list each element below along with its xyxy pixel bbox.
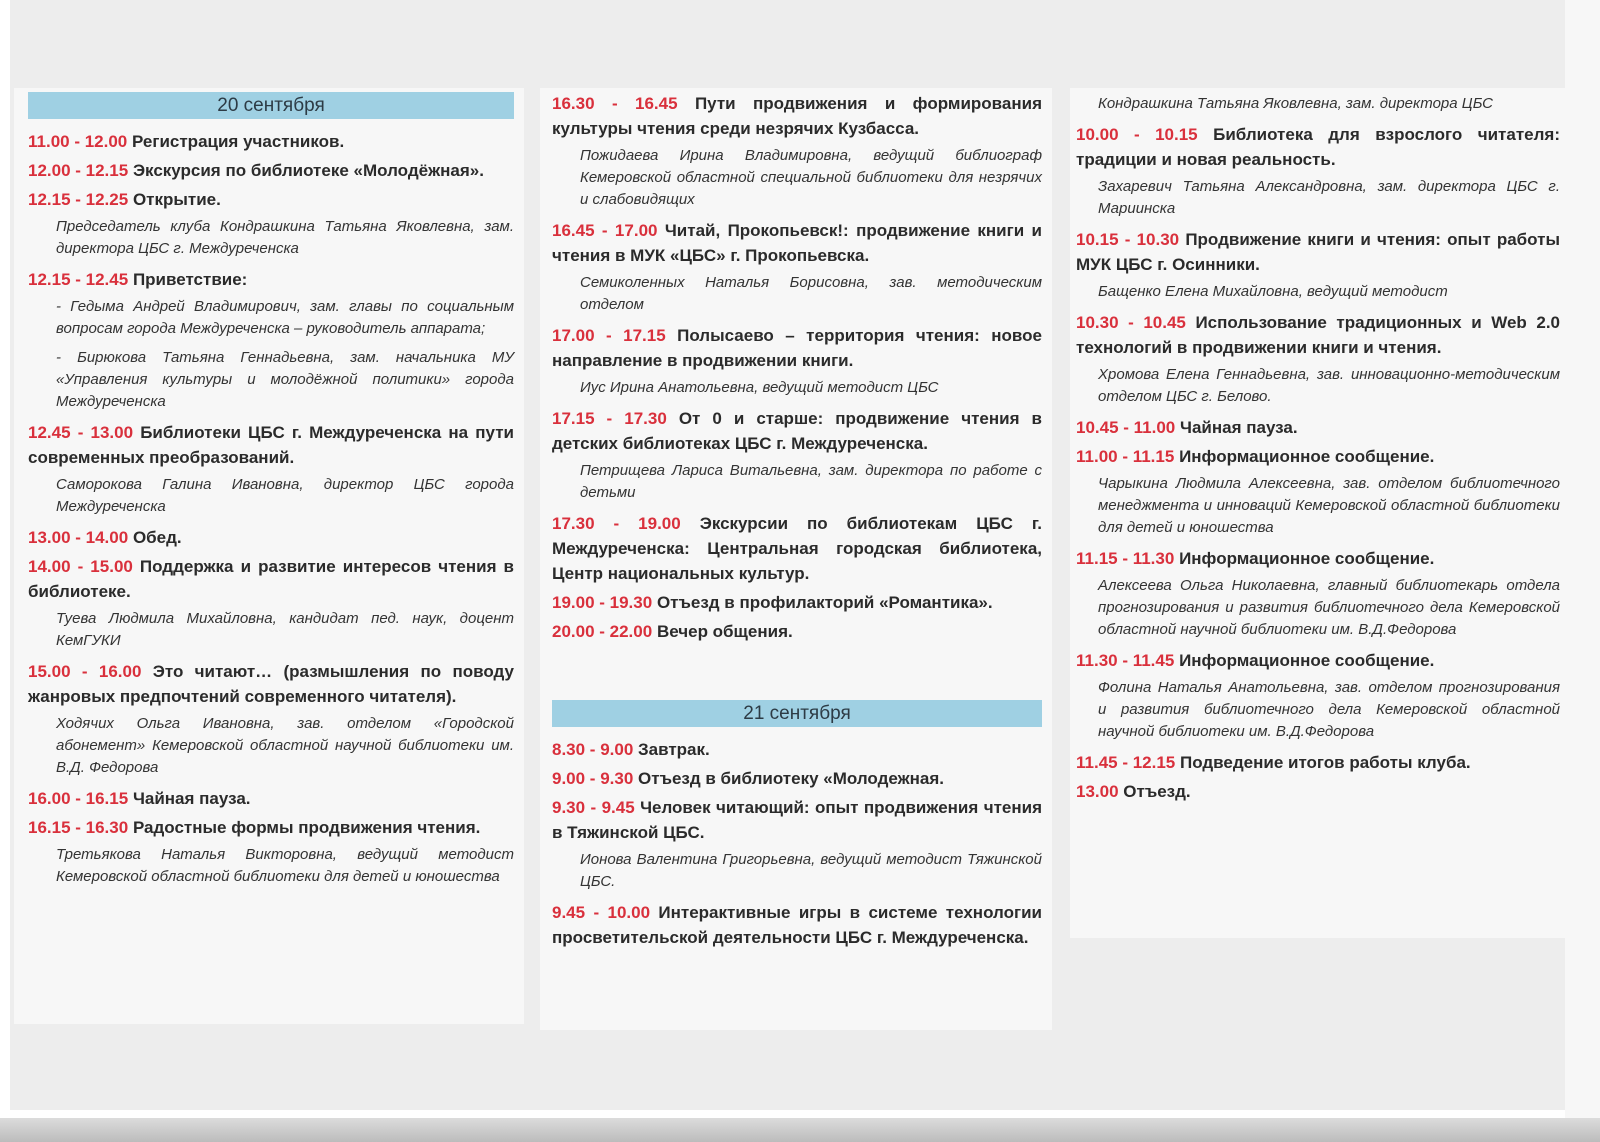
speaker-note: Алексеева Ольга Николаевна, главный библиотекарь отдела прогнозирования и развития библиотечного дела Кемеровской областной научной библиотеки им. В.Д.Федорова (1098, 577, 1560, 638)
schedule-entry (552, 766, 1042, 791)
entry-title: Вечер общения. (656, 622, 793, 641)
schedule-list-day1 (28, 129, 514, 888)
entry-title: Читай, Прокопьевск!: продвижение книги и чтения в МУК «ЦБС» г. Прокопьевска. (552, 221, 1042, 265)
column-3 (1070, 88, 1568, 938)
schedule-entry (28, 815, 514, 840)
schedule-list-day2 (552, 737, 1042, 950)
entry-title: Открытие. (132, 190, 221, 209)
schedule-list-day2-continued (1076, 122, 1560, 804)
column-2 (540, 88, 1052, 1030)
schedule-entry (28, 158, 514, 183)
schedule-entry (1076, 779, 1560, 804)
entry-time: 12.00 - 12.15 (28, 161, 129, 180)
entry-time: 14.00 - 15.00 (28, 557, 133, 576)
schedule-entry (552, 511, 1042, 586)
entry-time: 10.30 - 10.45 (1076, 313, 1186, 332)
speaker-note: - Бирюкова Татьяна Геннадьевна, зам. начальника МУ «Управления культуры и молодёжной политики» города Междуреченска (56, 349, 514, 410)
entry-time: 8.30 - 9.00 (552, 740, 634, 759)
speaker-note: Ионова Валентина Григорьевна, ведущий методист Тяжинской ЦБС. (580, 851, 1042, 890)
entry-title: Пути продвижения и формирования культуры чтения среди незрячих Кузбасса. (552, 94, 1042, 138)
speaker-note: Председатель клуба Кондрашкина Татьяна Яковлевна, зам. директора ЦБС г. Междуреченска (56, 218, 514, 257)
speaker-note: Хромова Елена Геннадьевна, зав. инновационно-методическим отделом ЦБС г. Белово. (1098, 366, 1560, 405)
entry-title: От 0 и старше: продвижение чтения в детских библиотеках ЦБС г. Междуреченска. (552, 409, 1042, 453)
schedule-entry (28, 420, 514, 470)
entry-time: 12.45 - 13.00 (28, 423, 134, 442)
entry-title: Библиотеки ЦБС г. Междуреченска на пути современных преобразований. (28, 423, 514, 467)
entry-time: 20.00 - 22.00 (552, 622, 653, 641)
entry-time: 9.45 - 10.00 (552, 903, 651, 922)
schedule-entry (1076, 546, 1560, 571)
entry-title: Интерактивные игры в системе технологии просветительской деятельности ЦБС г. Междуреченска. (552, 903, 1042, 947)
schedule-list-day1-continued (552, 91, 1042, 644)
entry-time: 19.00 - 19.30 (552, 593, 653, 612)
entry-title: Радостные формы продвижения чтения. (132, 818, 481, 837)
entry-title: Чайная пауза. (1180, 418, 1298, 437)
entry-time: 11.45 - 12.15 (1076, 753, 1176, 772)
speaker-note: Фолина Наталья Анатольевна, зав. отделом прогнозирования и развития библиотечного дела Кемеровской областной научной библиотеки им. В.Д.Федорова (1098, 679, 1560, 740)
entry-title: Полысаево – территория чтения: новое направление в продвижении книги. (552, 326, 1042, 370)
schedule-entry (28, 554, 514, 604)
entry-time: 16.15 - 16.30 (28, 818, 129, 837)
schedule-entry (1076, 750, 1560, 775)
entry-title: Поддержка и развитие интересов чтения в библиотеке. (28, 557, 514, 601)
entry-time: 13.00 - 14.00 (28, 528, 129, 547)
entry-title: Информационное сообщение. (1179, 549, 1435, 568)
entry-time: 9.00 - 9.30 (552, 769, 634, 788)
schedule-entry (28, 267, 514, 292)
speaker-note: Кондрашкина Татьяна Яковлевна, зам. директора ЦБС (1098, 95, 1493, 112)
schedule-entry (552, 218, 1042, 268)
entry-title: Регистрация участников. (132, 132, 345, 151)
entry-time: 15.00 - 16.00 (28, 662, 142, 681)
speaker-note: Туева Людмила Михайловна, кандидат пед. наук, доцент КемГУКИ (56, 610, 514, 649)
schedule-entry (1076, 444, 1560, 469)
entry-time: 16.30 - 16.45 (552, 94, 678, 113)
column-1 (14, 88, 524, 1024)
entry-time: 11.00 - 12.00 (28, 132, 128, 151)
entry-time: 16.45 - 17.00 (552, 221, 658, 240)
entry-time: 10.15 - 10.30 (1076, 230, 1180, 249)
entry-time: 12.15 - 12.25 (28, 190, 129, 209)
schedule-entry (552, 590, 1042, 615)
speaker-note: Петрищева Лариса Витальевна, зам. директора по работе с детьми (580, 462, 1042, 501)
schedule-entry (552, 323, 1042, 373)
entry-title: Библиотека для взрослого читателя: традиции и новая реальность. (1076, 125, 1560, 169)
date-header-day2: 21 сентября (552, 700, 1042, 727)
entry-title: Обед. (132, 528, 182, 547)
schedule-entry (552, 900, 1042, 950)
date-header-day1: 20 сентября (28, 92, 514, 119)
entry-title: Отъезд в профилакторий «Романтика». (656, 593, 993, 612)
entry-title: Отъезд в библиотеку «Молодежная. (638, 769, 945, 788)
entry-title: Чайная пауза. (132, 789, 251, 808)
speaker-note: Ходячих Ольга Ивановна, зав. отделом «Городской абонемент» Кемеровской областной научной библиотеки им. В.Д. Федорова (56, 715, 514, 776)
entry-time: 17.15 - 17.30 (552, 409, 667, 428)
schedule-entry (552, 795, 1042, 845)
schedule-entry (552, 91, 1042, 141)
page-edge (1565, 0, 1600, 1142)
entry-title: Это читают… (размышления по поводу жанровых предпочтений современного читателя). (28, 662, 514, 706)
entry-time: 13.00 (1076, 782, 1119, 801)
entry-title: Приветствие: (132, 270, 248, 289)
entry-time: 17.30 - 19.00 (552, 514, 681, 533)
schedule-entry (1076, 648, 1560, 673)
schedule-entry (28, 129, 514, 154)
speaker-note: Третьякова Наталья Викторовна, ведущий методист Кемеровской областной библиотеки для детей и юношества (56, 846, 514, 885)
scan-shadow (0, 1118, 1600, 1142)
entry-time: 17.00 - 17.15 (552, 326, 666, 345)
schedule-entry (552, 406, 1042, 456)
entry-time: 11.30 - 11.45 (1076, 651, 1175, 670)
entry-title: Человек читающий: опыт продвижения чтения в Тяжинской ЦБС. (552, 798, 1042, 842)
schedule-entry (1076, 227, 1560, 277)
schedule-entry (28, 525, 514, 550)
entry-time: 16.00 - 16.15 (28, 789, 129, 808)
schedule-entry (1076, 415, 1560, 440)
entry-title: Экскурсия по библиотеке «Молодёжная». (132, 161, 484, 180)
speaker-note: Иус Ирина Анатольевна, ведущий методист ЦБС (580, 379, 939, 396)
entry-title: Подведение итогов работы клуба. (1180, 753, 1471, 772)
entry-title: Отъезд. (1123, 782, 1191, 801)
speaker-note: Саморокова Галина Ивановна, директор ЦБС города Междуреченска (56, 476, 514, 515)
entry-time: 9.30 - 9.45 (552, 798, 635, 817)
entry-time: 10.00 - 10.15 (1076, 125, 1198, 144)
schedule-entry (552, 619, 1042, 644)
speaker-note: Бащенко Елена Михайловна, ведущий методист (1098, 283, 1448, 300)
entry-title: Информационное сообщение. (1179, 651, 1435, 670)
entry-title: Информационное сообщение. (1179, 447, 1435, 466)
schedule-entry (28, 786, 514, 811)
entry-title: Завтрак. (638, 740, 710, 759)
entry-title: Использование традиционных и Web 2.0 технологий в продвижении книги и чтения. (1076, 313, 1560, 357)
schedule-entry (28, 659, 514, 709)
schedule-entry (552, 737, 1042, 762)
schedule-entry (1076, 122, 1560, 172)
entry-time: 11.15 - 11.30 (1076, 549, 1175, 568)
speaker-note: Захаревич Татьяна Александровна, зам. директора ЦБС г. Мариинска (1098, 178, 1560, 217)
entry-title: Продвижение книги и чтения: опыт работы МУК ЦБС г. Осинники. (1076, 230, 1560, 274)
schedule-entry (28, 187, 514, 212)
speaker-note: Пожидаева Ирина Владимировна, ведущий библиограф Кемеровской областной специальной библиотеки для незрячих и слабовидящих (580, 147, 1042, 208)
entry-title: Экскурсии по библиотекам ЦБС г. Междуреченска: Центральная городская библиотека, Центр национальных культур. (552, 514, 1042, 583)
speaker-note: Семиколенных Наталья Борисовна, зав. методическим отделом (580, 274, 1042, 313)
speaker-note: - Гедыма Андрей Владимирович, зам. главы по социальным вопросам города Междуреченска – руководитель аппарата; (56, 298, 514, 337)
entry-time: 10.45 - 11.00 (1076, 418, 1176, 437)
entry-time: 12.15 - 12.45 (28, 270, 129, 289)
speaker-note: Чарыкина Людмила Алексеевна, зав. отделом библиотечного менеджмента и инноваций Кемеровской областной библиотеки для детей и юношества (1098, 475, 1560, 536)
entry-time: 11.00 - 11.15 (1076, 447, 1175, 466)
schedule-entry (1076, 310, 1560, 360)
